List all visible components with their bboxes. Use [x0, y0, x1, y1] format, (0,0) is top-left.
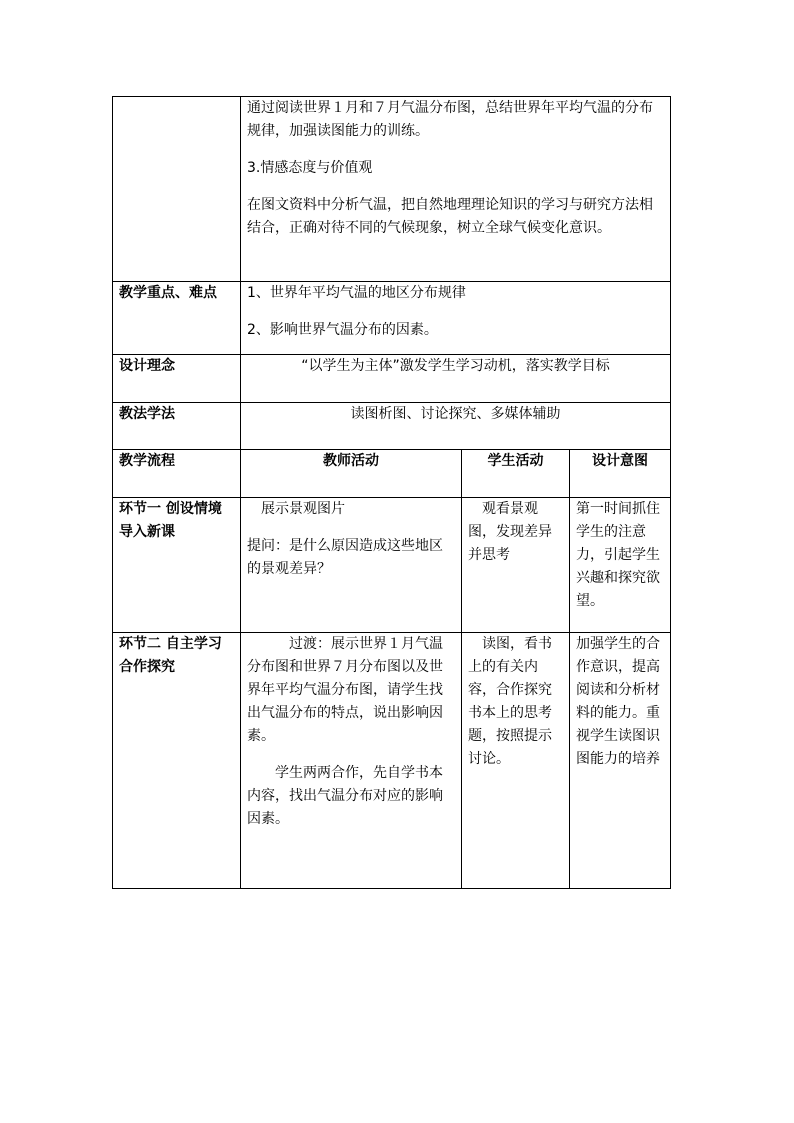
stage1-row: [113, 498, 671, 633]
stage2-row: [113, 633, 671, 889]
key-point-item-1: 1、世界年平均气温的地区分布规律: [247, 285, 466, 301]
stage2-teacher-p2: 学生两两合作，先自学书本内容，找出气温分布对应的影响因素。: [247, 765, 443, 827]
key-points-label: 教学重点、难点: [113, 282, 241, 355]
methods-text: 读图析图、讨论探究、多媒体辅助: [241, 403, 671, 450]
lesson-plan-table: [112, 96, 671, 889]
stage2-teacher-p1: 过渡：展示世界１月气温分布图和世界７月分布图以及世界年平均气温分布图，请学生找出气温分布的特点，说出影响因素。: [247, 636, 443, 744]
goals-label-cell: [113, 97, 241, 282]
flow-header-row: [113, 450, 671, 498]
methods-row: [113, 403, 671, 450]
stage1-teacher-p2: 提问：是什么原因造成这些地区的景观差异？: [247, 538, 443, 577]
goals-paragraph-3: 在图文资料中分析气温，把自然地理理论知识的学习与研究方法相结合，正确对待不同的气候现象，树立全球气候变化意识。: [247, 197, 653, 236]
stage1-teacher-p1: 展示景观图片: [261, 501, 345, 517]
goals-paragraph-1: 通过阅读世界１月和７月气温分布图，总结世界年平均气温的分布规律，加强读图能力的训练。: [247, 100, 653, 139]
stage1-student: 观看景观图，发现差异并思考: [462, 498, 570, 633]
stage2-teacher-cell: [241, 633, 462, 889]
flow-header-teacher: 教师活动: [241, 450, 462, 498]
key-point-item-2: 2、影响世界气温分布的因素。: [247, 322, 438, 338]
goals-heading-3: 3.情感态度与价值观: [247, 160, 373, 176]
stage1-intent: 第一时间抓住学生的注意力，引起学生兴趣和探究欲望。: [570, 498, 671, 633]
stage1-teacher-cell: [241, 498, 462, 633]
stage2-student: 读图，看书上的有关内容，合作探究书本上的思考题，按照提示讨论。: [462, 633, 570, 889]
design-concept-row: [113, 355, 671, 403]
stage2-label: 环节二 自主学习 合作探究: [113, 633, 241, 889]
flow-header-student: 学生活动: [462, 450, 570, 498]
key-points-content-cell: [241, 282, 671, 355]
goals-content-cell: [241, 97, 671, 282]
flow-header-intent: 设计意图: [570, 450, 671, 498]
methods-label: 教法学法: [113, 403, 241, 450]
flow-header-stage: 教学流程: [113, 450, 241, 498]
stage1-label: 环节一 创设情境 导入新课: [113, 498, 241, 633]
stage2-intent: 加强学生的合作意识，提高阅读和分析材料的能力。重视学生读图识图能力的培养: [570, 633, 671, 889]
key-points-row: [113, 282, 671, 355]
design-concept-label: 设计理念: [113, 355, 241, 403]
design-concept-text: “以学生为主体”激发学生学习动机，落实教学目标: [241, 355, 671, 403]
goals-row: [113, 97, 671, 282]
